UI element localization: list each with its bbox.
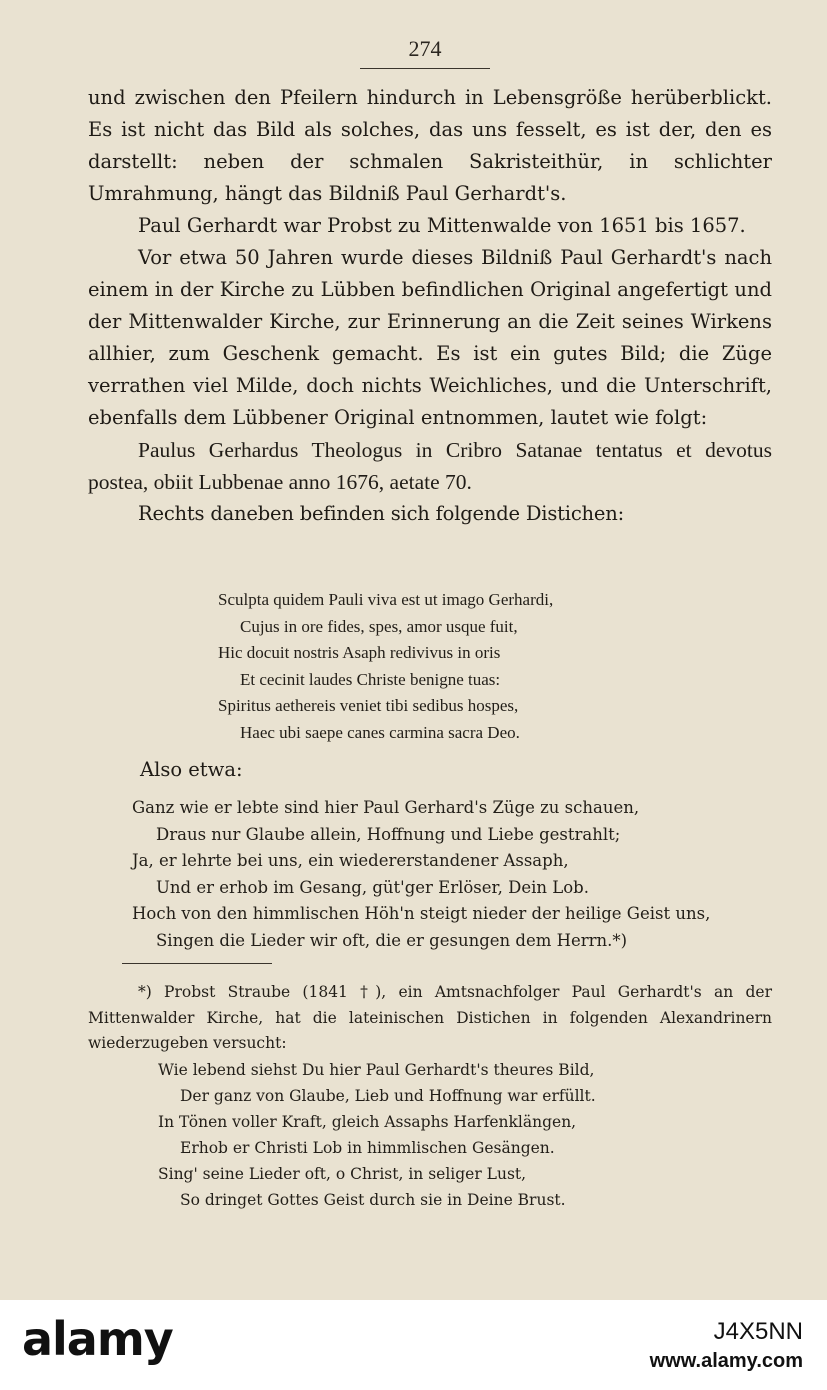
footnote-poem xyxy=(158,1057,758,1213)
footnote-text: *) Probst Straube (1841 †), ein Amtsnachfolger Paul Gerhardt's an der Mittenwalder Kirche, hat die lateinischen Distichen in folgenden Alexandrinern wiederzugeben versucht: xyxy=(88,983,772,1052)
poem-line: Und er erhob im Gesang, güt'ger Erlöser, Dein Lob. xyxy=(156,877,589,897)
german-poem xyxy=(132,795,772,954)
image-id: J4X5NN xyxy=(713,1318,803,1345)
paragraph-2: Paul Gerhardt war Probst zu Mittenwalde von 1651 bis 1657. xyxy=(138,214,746,237)
site-url: www.alamy.com xyxy=(649,1350,803,1372)
poem-line: Et cecinit laudes Christe benigne tuas: xyxy=(240,669,501,689)
poem-line: Erhob er Christi Lob in himmlischen Gesängen. xyxy=(180,1139,555,1157)
latin-poem xyxy=(218,587,658,746)
body-text xyxy=(88,82,772,530)
poem-line: Spiritus aethereis veniet tibi sedibus hospes, xyxy=(218,696,519,715)
alamy-logo: alamy xyxy=(22,1312,173,1366)
page-number: 274 xyxy=(408,36,442,61)
poem-line: So dringet Gottes Geist durch sie in Deine Brust. xyxy=(180,1191,566,1209)
poem-line: Sculpta quidem Pauli viva est ut imago Gerhardi, xyxy=(218,590,554,609)
also-etwa-heading: Also etwa: xyxy=(140,758,243,781)
latin-inscription: Paulus Gerhardus Theologus in Cribro Satanae tentatus et devotus postea, obiit Lubbenae anno 1676, aetate 70. xyxy=(88,438,772,494)
footnote-rule xyxy=(122,963,272,964)
poem-line: Wie lebend siehst Du hier Paul Gerhardt's theures Bild, xyxy=(158,1061,595,1079)
poem-line: Haec ubi saepe canes carmina sacra Deo. xyxy=(240,722,520,742)
poem-line: Ja, er lehrte bei uns, ein wiedererstandener Assaph, xyxy=(132,851,569,870)
poem-line: Hic docuit nostris Asaph redivivus in oris xyxy=(218,643,501,662)
poem-line: Hoch von den himmlischen Höh'n steigt nieder der heilige Geist uns, xyxy=(132,904,711,923)
poem-line: Der ganz von Glaube, Lieb und Hoffnung war erfüllt. xyxy=(180,1087,596,1105)
footnote xyxy=(88,980,772,1057)
poem-line: Cujus in ore fides, spes, amor usque fuit, xyxy=(240,616,518,636)
page-number-rule xyxy=(360,68,490,69)
poem-line: In Tönen voller Kraft, gleich Assaphs Harfenklängen, xyxy=(158,1113,577,1131)
paragraph-distichs-intro: Rechts daneben befinden sich folgende Distichen: xyxy=(138,502,624,525)
poem-line: Sing' seine Lieder oft, o Christ, in seliger Lust, xyxy=(158,1165,527,1183)
poem-line: Singen die Lieder wir oft, die er gesungen dem Herrn.*) xyxy=(156,930,628,950)
poem-line: Ganz wie er lebte sind hier Paul Gerhard's Züge zu schauen, xyxy=(132,798,640,817)
poem-line: Draus nur Glaube allein, Hoffnung und Liebe gestrahlt; xyxy=(156,824,621,844)
paragraph-3: Vor etwa 50 Jahren wurde dieses Bildniß Paul Gerhardt's nach einem in der Kirche zu Lübben befindlichen Original angefertigt und der Mittenwalder Kirche, zur Erinnerung an die Zeit seines Wirkens allhier, zum Geschenk gemacht. Es ist ein gutes Bild; die Züge verrathen viel Milde, doch nichts Weichliches, und die Unterschrift, ebenfalls dem Lübbener Original entnommen, lautet wie folgt: xyxy=(88,246,772,429)
paragraph-1: und zwischen den Pfeilern hindurch in Lebensgröße herüberblickt. Es ist nicht das Bild als solches, das uns fesselt, es ist der, den es darstellt: neben der schmalen Sakristeithür, in schlichter Umrahmung, hängt das Bildniß Paul Gerhardt's. xyxy=(88,86,772,205)
